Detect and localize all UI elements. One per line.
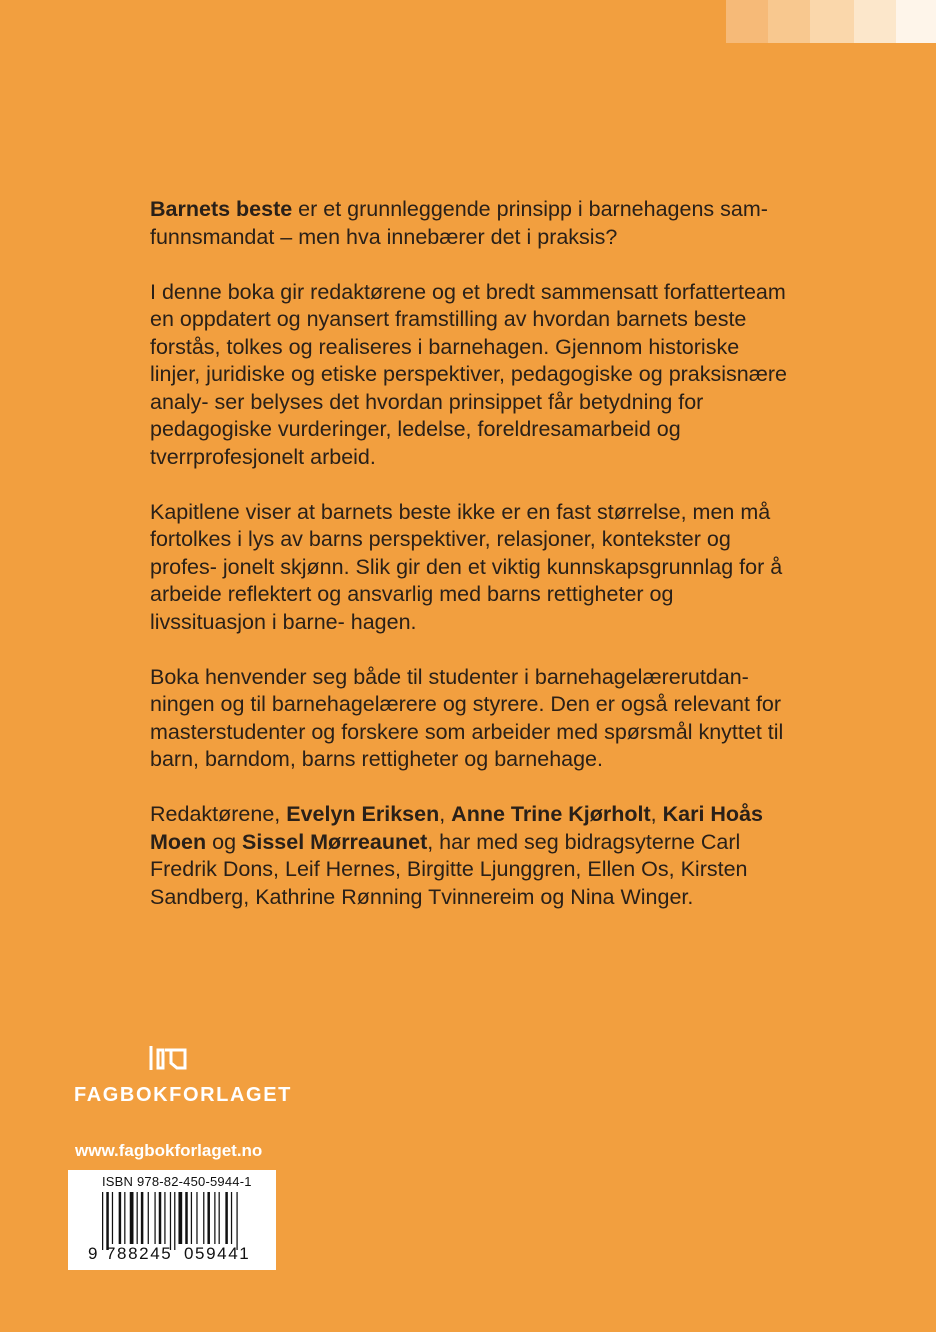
corner-swatch-5 — [896, 0, 936, 43]
editor-name: Sissel Mørreaunet — [242, 829, 428, 854]
separator: og — [206, 829, 243, 854]
isbn-label: ISBN 978-82-450-5944-1 — [102, 1174, 252, 1189]
barcode-right-digits: 059441 — [184, 1244, 251, 1263]
corner-swatch-4 — [854, 0, 896, 43]
blurb-paragraph-3: Kapitlene viser at barnets beste ikke er en fast størrelse, men må fortolkes i lys av barns perspektiver, relasjoner, kontekster og profes- jonelt skjønn. Slik gir den et viktig kunnskapsgrunnlag for å arbeide reflektert og ansvarlig med barns rettigheter og livssituasjon i barne- hagen. — [150, 499, 783, 634]
blurb-paragraph-5 — [150, 801, 790, 911]
editors-intro: Redaktørene, — [150, 802, 287, 826]
editor-name: Evelyn Eriksen — [286, 802, 440, 826]
barcode-lead-digit: 9 — [88, 1244, 98, 1263]
isbn-barcode — [68, 1170, 276, 1270]
blurb-paragraph-1 — [150, 196, 790, 251]
corner-swatch-2 — [768, 0, 810, 43]
corner-swatch-3 — [810, 0, 854, 43]
publisher-url[interactable]: www.fagbokforlaget.no — [75, 1141, 263, 1160]
editor-name: Anne Trine Kjørholt — [451, 802, 651, 826]
back-cover-blurb — [150, 196, 790, 939]
blurb-p1-text: er et grunnleggende prinsipp i barnehagens sam- funnsmandat – men hva innebærer det i praksis? — [150, 197, 768, 249]
publisher-logo — [74, 1044, 292, 1106]
contributors-text: , har med seg bidragsyterne Carl Fredrik Dons, Leif Hernes, Birgitte Ljunggren, Ellen Os, Kirsten Sandberg, Kathrine Rønning Tvinnereim og Nina Winger. — [150, 829, 748, 909]
corner-swatch-1 — [726, 0, 768, 43]
separator: , — [439, 802, 452, 826]
barcode-left-digits: 788245 — [106, 1244, 173, 1263]
blurb-paragraph-2: I denne boka gir redaktørene og et bredt sammensatt forfatterteam en oppdatert og nyansert framstilling av hvordan barnets beste forstås, tolkes og realiseres i barnehagen. Gjennom historiske linjer, juridiske og etiske perspektiver, pedagogiske og praksisnære analy- ser belyses det hvordan prinsippet får betydning for pedagogiske vurderinger, ledelse, foreldresamarbeid og tverrprofesjonelt arbeid. — [150, 279, 787, 469]
publisher-name: FAGBOKFORLAGET — [74, 1084, 292, 1106]
separator: , — [650, 802, 663, 826]
book-title-bold: Barnets beste — [150, 197, 293, 221]
editor-name: Kari Hoås Moen — [150, 802, 763, 854]
blurb-paragraph-4: Boka henvender seg både til studenter i barnehagelærerutdan- ningen og til barnehagelærere og styrere. Den er også relevant for masterstudenter og forskere som arbeider med spørsmål knyttet til barn, barndom, barns rettigheter og barnehage. — [150, 664, 784, 771]
book-logo-icon — [148, 1044, 188, 1072]
